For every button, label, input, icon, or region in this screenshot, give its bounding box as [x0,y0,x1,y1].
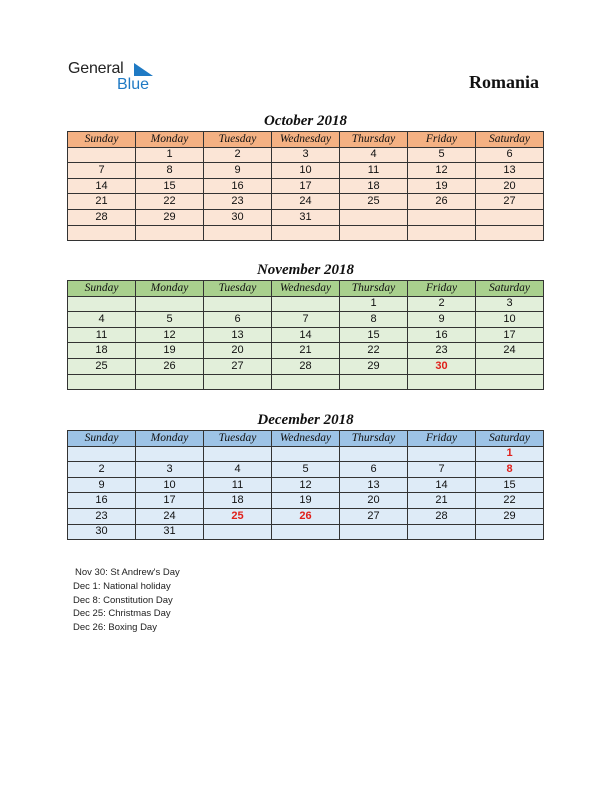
empty-cell [340,374,408,390]
brand-logo [68,60,168,96]
day-cell: 8 [476,462,544,478]
week-row [68,493,544,509]
empty-cell [272,524,340,540]
day-cell: 22 [476,493,544,509]
weekday-header-thursday: Thursday [340,431,408,447]
day-cell: 15 [340,327,408,343]
weekday-header-monday: Monday [136,431,204,447]
empty-cell [340,225,408,241]
weekday-header-row [68,281,544,297]
day-cell: 15 [136,178,204,194]
day-cell: 7 [272,312,340,328]
empty-cell [408,209,476,225]
weekday-header-wednesday: Wednesday [272,281,340,297]
empty-cell [340,209,408,225]
week-row [68,477,544,493]
day-cell: 7 [68,163,136,179]
day-cell: 13 [340,477,408,493]
day-cell: 5 [136,312,204,328]
day-cell: 11 [340,163,408,179]
empty-cell [340,446,408,462]
weekday-header-sunday: Sunday [68,132,136,148]
day-cell: 2 [68,462,136,478]
empty-cell [272,296,340,312]
day-cell: 12 [272,477,340,493]
weekday-header-row [68,431,544,447]
month-title: November 2018 [256,262,355,278]
holiday-item: Dec 1: National holiday [73,580,171,592]
day-cell: 27 [476,194,544,210]
day-cell: 24 [272,194,340,210]
day-cell: 4 [68,312,136,328]
day-cell: 6 [340,462,408,478]
day-cell: 30 [408,358,476,374]
day-cell: 25 [68,358,136,374]
day-cell: 26 [136,358,204,374]
day-cell: 19 [136,343,204,359]
weekday-header-saturday: Saturday [476,431,544,447]
day-cell: 10 [272,163,340,179]
empty-cell [408,446,476,462]
holiday-list [73,566,180,635]
empty-cell [272,225,340,241]
week-row [68,147,544,163]
logo-word-blue: Blue [117,76,150,93]
day-cell: 29 [476,508,544,524]
day-cell: 29 [340,358,408,374]
week-row [68,343,544,359]
day-cell: 29 [136,209,204,225]
day-cell: 10 [136,477,204,493]
day-cell: 23 [408,343,476,359]
day-cell: 26 [272,508,340,524]
day-cell: 11 [68,327,136,343]
weekday-header-monday: Monday [136,281,204,297]
day-cell: 13 [476,163,544,179]
week-row [68,178,544,194]
day-cell: 15 [476,477,544,493]
week-row [68,508,544,524]
day-cell: 14 [408,477,476,493]
day-cell: 9 [204,163,272,179]
weekday-header-saturday: Saturday [476,132,544,148]
weeks-body [68,147,544,241]
country-title: Romania [468,72,539,92]
day-cell: 9 [408,312,476,328]
week-row [68,296,544,312]
day-cell: 17 [476,327,544,343]
day-cell: 9 [68,477,136,493]
empty-cell [136,374,204,390]
month-title: October 2018 [264,113,347,129]
weekday-header-saturday: Saturday [476,281,544,297]
day-cell: 18 [340,178,408,194]
day-cell: 1 [476,446,544,462]
weekday-header-tuesday: Tuesday [204,132,272,148]
holiday-item: Dec 26: Boxing Day [73,622,157,634]
empty-cell [136,225,204,241]
day-cell: 30 [204,209,272,225]
day-cell: 20 [204,343,272,359]
day-cell: 25 [204,508,272,524]
day-cell: 28 [68,209,136,225]
day-cell: 22 [340,343,408,359]
day-cell: 18 [204,493,272,509]
weeks-body [68,296,544,390]
weekday-header-sunday: Sunday [68,281,136,297]
empty-cell [340,524,408,540]
day-cell: 31 [272,209,340,225]
day-cell: 16 [408,327,476,343]
empty-cell [68,374,136,390]
day-cell: 27 [204,358,272,374]
week-row [68,358,544,374]
day-cell: 18 [68,343,136,359]
empty-cell [476,358,544,374]
day-cell: 5 [408,147,476,163]
weekday-header-thursday: Thursday [340,132,408,148]
day-cell: 23 [204,194,272,210]
weekday-header-monday: Monday [136,132,204,148]
day-cell: 3 [136,462,204,478]
day-cell: 24 [476,343,544,359]
empty-cell [68,147,136,163]
week-row [68,327,544,343]
empty-cell [408,524,476,540]
month-november [67,260,544,390]
weekday-header-sunday: Sunday [68,431,136,447]
day-cell: 21 [272,343,340,359]
logo-word-general: General [68,60,124,77]
weekday-header-wednesday: Wednesday [272,132,340,148]
holiday-item: Dec 8: Constitution Day [73,594,173,606]
calendar-grid-december [67,430,544,540]
month-october [67,111,544,241]
weekday-header-friday: Friday [408,132,476,148]
week-row [68,163,544,179]
holiday-item: Dec 25: Christmas Day [73,608,171,620]
day-cell: 17 [136,493,204,509]
week-row [68,462,544,478]
calendar-grid-october [67,131,544,241]
empty-cell [476,524,544,540]
weekday-header-tuesday: Tuesday [204,431,272,447]
day-cell: 23 [68,508,136,524]
day-cell: 20 [340,493,408,509]
weekday-header-tuesday: Tuesday [204,281,272,297]
day-cell: 3 [272,147,340,163]
day-cell: 14 [68,178,136,194]
calendar-grid-november [67,280,544,390]
weekday-header-wednesday: Wednesday [272,431,340,447]
day-cell: 28 [272,358,340,374]
logo-triangle-icon [134,63,154,77]
weeks-body [68,446,544,540]
empty-cell [408,225,476,241]
day-cell: 31 [136,524,204,540]
day-cell: 6 [204,312,272,328]
empty-cell [136,296,204,312]
day-cell: 11 [204,477,272,493]
week-row [68,209,544,225]
day-cell: 19 [408,178,476,194]
day-cell: 28 [408,508,476,524]
day-cell: 8 [136,163,204,179]
weekday-header-friday: Friday [408,281,476,297]
weekday-header-thursday: Thursday [340,281,408,297]
week-row [68,194,544,210]
empty-cell [204,374,272,390]
empty-cell [476,374,544,390]
empty-cell [136,446,204,462]
day-cell: 2 [204,147,272,163]
day-cell: 12 [136,327,204,343]
week-row [68,524,544,540]
day-cell: 3 [476,296,544,312]
day-cell: 7 [408,462,476,478]
day-cell: 4 [340,147,408,163]
empty-cell [272,446,340,462]
empty-cell [476,209,544,225]
day-cell: 25 [340,194,408,210]
empty-cell [68,446,136,462]
day-cell: 4 [204,462,272,478]
week-row [68,446,544,462]
day-cell: 1 [340,296,408,312]
day-cell: 26 [408,194,476,210]
day-cell: 21 [408,493,476,509]
day-cell: 16 [204,178,272,194]
weekday-header-row [68,132,544,148]
holiday-item: Nov 30: St Andrew's Day [75,567,180,578]
week-row [68,374,544,390]
empty-cell [204,225,272,241]
empty-cell [68,225,136,241]
empty-cell [204,446,272,462]
day-cell: 24 [136,508,204,524]
day-cell: 2 [408,296,476,312]
day-cell: 22 [136,194,204,210]
day-cell: 6 [476,147,544,163]
day-cell: 20 [476,178,544,194]
day-cell: 5 [272,462,340,478]
empty-cell [204,296,272,312]
day-cell: 19 [272,493,340,509]
day-cell: 21 [68,194,136,210]
week-row [68,312,544,328]
empty-cell [204,524,272,540]
empty-cell [272,374,340,390]
week-row [68,225,544,241]
month-december [67,410,544,540]
day-cell: 27 [340,508,408,524]
day-cell: 16 [68,493,136,509]
month-title: December 2018 [257,412,354,428]
day-cell: 14 [272,327,340,343]
day-cell: 8 [340,312,408,328]
day-cell: 17 [272,178,340,194]
empty-cell [408,374,476,390]
empty-cell [68,296,136,312]
day-cell: 13 [204,327,272,343]
day-cell: 10 [476,312,544,328]
day-cell: 30 [68,524,136,540]
day-cell: 12 [408,163,476,179]
empty-cell [476,225,544,241]
weekday-header-friday: Friday [408,431,476,447]
day-cell: 1 [136,147,204,163]
